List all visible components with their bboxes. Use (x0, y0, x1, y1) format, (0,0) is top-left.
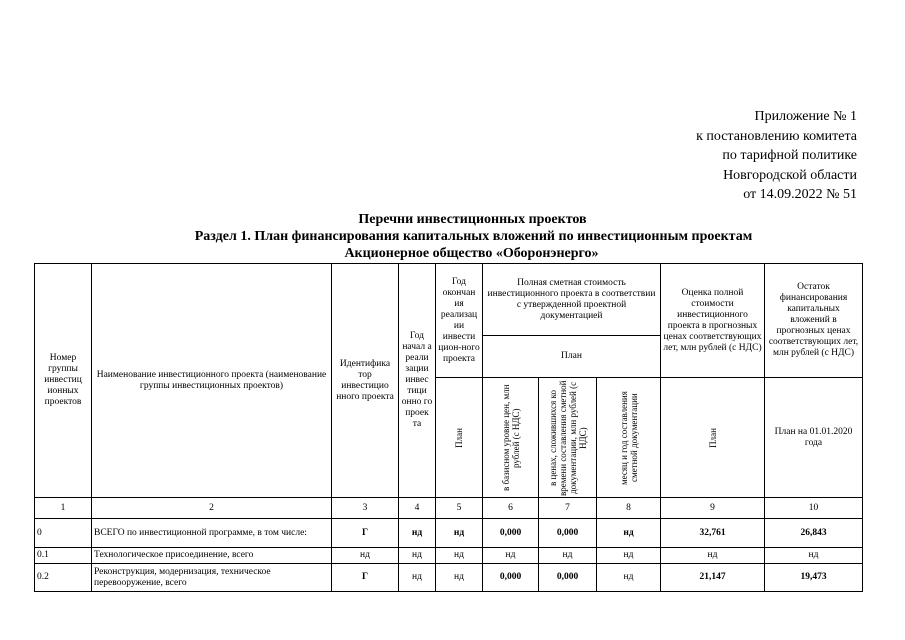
column-number: 8 (597, 498, 661, 519)
column-number-row (35, 498, 863, 519)
row-cell: 26,843 (765, 519, 863, 548)
header-group-number: Номер группы инвестиц ионных проектов (35, 264, 92, 498)
header-row-1 (35, 264, 863, 336)
row-number: 0.1 (35, 548, 92, 564)
annex-line: к постановлению комитета (696, 128, 857, 144)
header-identifier: Идентифика тор инвестицио нного проекта (332, 264, 399, 498)
row-cell: нд (597, 548, 661, 564)
row-name: ВСЕГО по инвестиционной программе, в том числе: (92, 519, 332, 548)
row-number: 0.2 (35, 564, 92, 592)
header-month-year (597, 378, 661, 498)
header-year-end: Год окончан ия реализац ии инвести цион-ного проекта (436, 264, 483, 378)
annex-line: по тарифной политике (722, 148, 857, 163)
header-plan-col9-text: План (707, 427, 718, 448)
annex-line: Приложение № 1 (754, 109, 857, 124)
row-cell: нд (597, 519, 661, 548)
column-number: 1 (35, 498, 92, 519)
row-cell: 32,761 (661, 519, 765, 548)
table-row (35, 519, 863, 548)
header-full-cost: Полная сметная стоимость инвестиционного проекта в соответствии с утвержденной проектной документацией (483, 264, 661, 336)
annex-block (696, 107, 857, 205)
header-plan: План (483, 336, 661, 378)
header-plan-col10: План на 01.01.2020 года (765, 378, 863, 498)
title-line-3: Акционерное общество «Оборонэнерго» (344, 246, 599, 261)
row-cell: нд (436, 564, 483, 592)
investment-table (34, 263, 863, 592)
column-number: 6 (483, 498, 539, 519)
row-cell: нд (399, 564, 436, 592)
column-number: 4 (399, 498, 436, 519)
header-plan-col5 (436, 378, 483, 498)
row-cell: нд (765, 548, 863, 564)
column-number: 10 (765, 498, 863, 519)
row-identifier: Г (332, 564, 399, 592)
row-cell: нд (436, 548, 483, 564)
row-name: Реконструкция, модернизация, техническое перевооружение, всего (92, 564, 332, 592)
annex-line: от 14.09.2022 № 51 (743, 187, 857, 202)
row-cell: нд (483, 548, 539, 564)
row-name: Технологическое присоединение, всего (92, 548, 332, 564)
row-cell: 0,000 (539, 564, 597, 592)
header-base-prices (483, 378, 539, 498)
header-plan-col5-text: План (454, 427, 464, 448)
column-number: 5 (436, 498, 483, 519)
row-cell: нд (597, 564, 661, 592)
row-cell: нд (399, 519, 436, 548)
row-cell: 19,473 (765, 564, 863, 592)
header-project-name: Наименование инвестиционного проекта (наименование группы инвестиционных проектов) (92, 264, 332, 498)
row-number: 0 (35, 519, 92, 548)
row-cell: 0,000 (483, 519, 539, 548)
row-cell: нд (661, 548, 765, 564)
header-current-prices-text: в ценах, сложившихся ко времени составления сметной документации, млн рублей (с НДС) (547, 379, 588, 496)
row-cell: 0,000 (483, 564, 539, 592)
header-base-prices-text: в базисном уровне цен, млн рублей (с НДС) (500, 384, 521, 491)
column-number: 2 (92, 498, 332, 519)
table-row (35, 548, 863, 564)
header-assessment: Оценка полной стоимости инвестиционного проекта в прогнозных ценах соответствующих лет, млн рублей (с НДС) (661, 264, 765, 378)
column-number: 7 (539, 498, 597, 519)
header-year-start: Год начал а реали зации инвес тици онно го проек та (399, 264, 436, 498)
header-month-year-text: месяц и год составления сметной документации (618, 390, 639, 485)
annex-line: Новгородской области (723, 167, 857, 183)
row-cell: 0,000 (539, 519, 597, 548)
header-current-prices (539, 378, 597, 498)
column-number: 3 (332, 498, 399, 519)
row-cell: нд (539, 548, 597, 564)
row-identifier: Г (332, 519, 399, 548)
row-cell: нд (399, 548, 436, 564)
header-plan-col9 (661, 378, 765, 498)
table-row (35, 564, 863, 592)
document-titles (0, 211, 905, 262)
row-identifier: нд (332, 548, 399, 564)
row-cell: 21,147 (661, 564, 765, 592)
row-cell: нд (436, 519, 483, 548)
title-line-2: Раздел 1. План финансирования капитальных вложений по инвестиционным проектам (194, 229, 753, 244)
column-number: 9 (661, 498, 765, 519)
header-remainder: Остаток финансирования капитальных вложений в прогнозных ценах соответствующих лет, млн рублей (с НДС) (765, 264, 863, 378)
title-line-1: Перечни инвестиционных проектов (358, 212, 587, 227)
